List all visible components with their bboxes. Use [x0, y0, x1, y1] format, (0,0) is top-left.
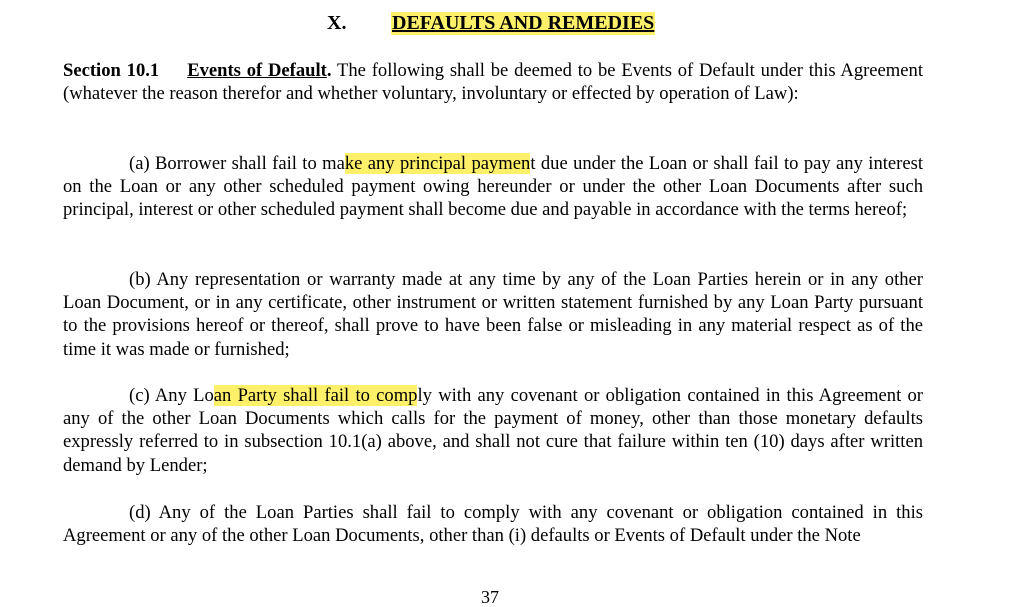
section-title-period: .: [326, 60, 332, 81]
section-title: Events of Default: [187, 60, 327, 81]
clause-a: [63, 152, 923, 222]
clause-c-highlight: an Party shall fail to comp: [213, 385, 418, 406]
clause-d: [63, 501, 923, 547]
clause-a-post: t due under the Loan or shall fail to pay any interest on the Loan or any other scheduled payment owing hereunder or under the other Loan Documents after such principal, interest or other scheduled payment shall become due and payable in accordance with the terms hereof;: [63, 153, 924, 221]
clause-b: [63, 268, 923, 361]
article-title: DEFAULTS AND REMEDIES: [392, 12, 655, 34]
clause-c-pre: (c) Any Lo: [129, 385, 214, 406]
article-number: X.: [327, 12, 347, 34]
section-label: Section 10.1: [63, 60, 160, 81]
page-number: 37: [481, 587, 499, 607]
article-heading: [0, 12, 1011, 38]
clause-b-text: (b) Any representation or warranty made at any time by any of the Loan Parties herein or in any other Loan Document, or in any certificate, other instrument or written statement furnished by any Loan Party pursuant to the provisions hereof or thereof, shall prove to have been false or misleading in any material respect as of the time it was made or furnished;: [63, 269, 923, 360]
clause-a-pre: (a) Borrower shall fail to ma: [129, 153, 345, 174]
section-10-1-paragraph: [63, 59, 923, 105]
clause-d-text: (d) Any of the Loan Parties shall fail to comply with any covenant or obligation contained in this Agreement or any of the other Loan Documents, other than (i) defaults or Events of Default under the Note: [63, 502, 923, 547]
clause-c: [63, 384, 923, 477]
section-intro: The following shall be deemed to be Events of Default under this Agreement (whatever the reason therefor and whether voluntary, involuntary or effected by operation of Law):: [63, 60, 923, 105]
clause-c-post: ly with any covenant or obligation contained in this Agreement or any of the other Loan Documents which calls for the payment of money, other than those monetary defaults expressly referred to in subsection 10.1(a) above, and shall not cure that failure within ten (10) days after written demand by Lender;: [63, 385, 923, 476]
clause-a-highlight: ke any principal paymen: [344, 153, 531, 174]
